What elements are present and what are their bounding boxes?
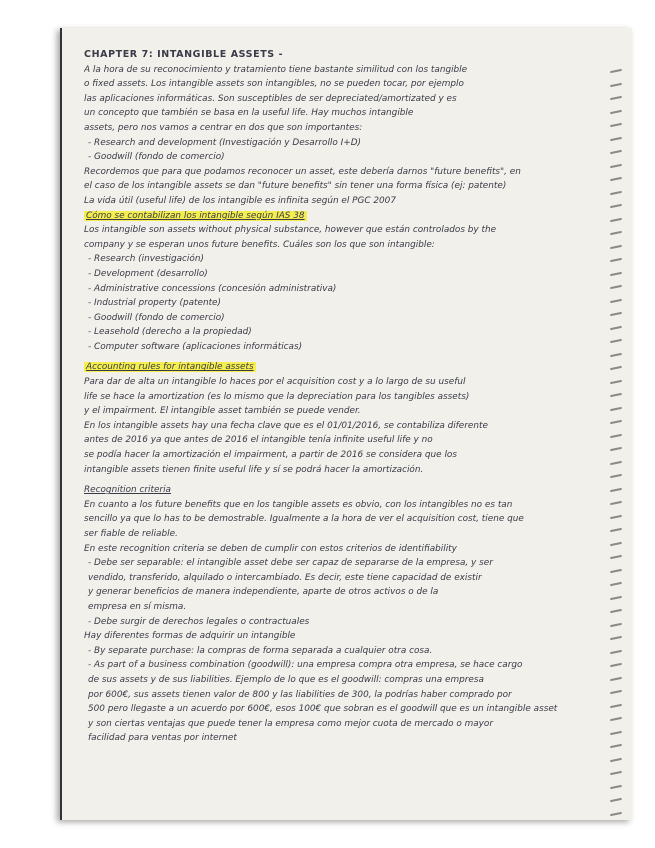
- spiral-ring-icon: [610, 784, 622, 788]
- spiral-ring-icon: [610, 271, 622, 275]
- spiral-ring-icon: [610, 555, 622, 559]
- spiral-ring-icon: [610, 96, 622, 100]
- intro-line: A la hora de su reconocimiento y tratamiento tiene bastante similitud con los tangible: [84, 64, 468, 75]
- spiral-ring-icon: [610, 595, 622, 599]
- recall-line: La vida útil (useful life) de los intangible es infinita según el PGC 2007: [84, 195, 396, 206]
- spiral-ring-icon: [610, 703, 622, 707]
- spiral-ring-icon: [610, 109, 622, 113]
- spiral-ring-icon: [610, 460, 622, 464]
- spiral-ring-icon: [610, 649, 622, 653]
- spiral-ring-icon: [610, 244, 622, 248]
- spiral-ring-icon: [610, 447, 622, 451]
- section2-body-line: intangible assets tienen finite useful life y sí se podrá hacer la amortización.: [84, 464, 424, 475]
- ways-line: 500 pero llegaste a un acuerdo por 600€, esos 100€ que sobran es el goodwill que es un intangible asset: [88, 704, 558, 715]
- spiral-ring-icon: [610, 379, 622, 383]
- intangible-type-item: - Administrative concessions (concesión administrativa): [88, 283, 337, 294]
- spiral-ring-icon: [610, 231, 622, 235]
- spiral-ring-icon: [610, 136, 622, 140]
- ways-line: de sus assets y de sus liabilities. Ejemplo de lo que es el goodwill: compras una empresa: [88, 674, 484, 685]
- spiral-ring-icon: [610, 636, 622, 640]
- spiral-ring-icon: [610, 123, 622, 127]
- section2-body-line: antes de 2016 ya que antes de 2016 el intangible tenía infinite useful life y no: [84, 435, 433, 446]
- spiral-ring-icon: [610, 757, 622, 761]
- spiral-ring-icon: [610, 298, 622, 302]
- recall-line: Recordemos que para que podamos reconocer un asset, este debería darnos "future benefits", en: [84, 166, 521, 177]
- intro-list-item: - Research and development (Investigación y Desarrollo I+D): [88, 137, 362, 148]
- section-heading-ias38: Cómo se contabilizan los intangible según IAS 38: [86, 210, 305, 221]
- spiral-ring-icon: [610, 325, 622, 329]
- spiral-ring-icon: [610, 150, 622, 154]
- spiral-ring-icon: [610, 568, 622, 572]
- intangible-type-item: - Goodwill (fondo de comercio): [88, 312, 225, 323]
- spiral-ring-icon: [610, 514, 622, 518]
- spiral-ring-icon: [610, 744, 622, 748]
- intro-line: o fixed assets. Los intangible assets son intangibles, no se pueden tocar, por ejemplo: [84, 79, 464, 90]
- spiral-ring-icon: [610, 339, 622, 343]
- recall-line: el caso de los intangible assets se dan "future benefits" sin tener una forma física (ej: patente): [84, 181, 507, 192]
- section1-body-line: Los intangible son assets without physical substance, however que están controlados by the: [84, 225, 497, 236]
- spiral-ring-icon: [610, 204, 622, 208]
- spiral-ring-icon: [610, 676, 622, 680]
- ways-line: y son ciertas ventajas que puede tener la empresa como mejor cuota de mercado o mayor: [88, 718, 494, 729]
- intangible-type-item: - Development (desarrollo): [88, 268, 208, 279]
- spiral-ring-icon: [610, 663, 622, 667]
- criteria-line: - Debe ser separable: el intangible asset debe ser capaz de separarse de la empresa, y ser: [88, 558, 493, 569]
- page-content: [84, 48, 604, 746]
- spiral-ring-icon: [610, 393, 622, 397]
- notebook-spiral: [610, 70, 624, 820]
- section2-body-line: se podía hacer la amortización el impairment, a partir de 2016 se considera que los: [84, 450, 457, 461]
- ways-heading: Hay diferentes formas de adquirir un intangible: [84, 631, 296, 642]
- section3-body-line: sencillo ya que lo has to be demostrable. Igualmente a la hora de ver el acquisition cost, tiene que: [84, 514, 524, 525]
- spiral-ring-icon: [610, 609, 622, 613]
- spiral-ring-icon: [610, 487, 622, 491]
- spiral-ring-icon: [610, 190, 622, 194]
- spiral-ring-icon: [610, 285, 622, 289]
- section3-body-line: ser fiable de reliable.: [84, 529, 178, 539]
- ways-line: - By separate purchase: la compras de forma separada a cualquier otra cosa.: [88, 645, 433, 656]
- ways-line: facilidad para ventas por internet: [88, 733, 237, 744]
- spiral-ring-icon: [610, 312, 622, 316]
- spiral-ring-icon: [610, 771, 622, 775]
- spiral-ring-icon: [610, 69, 622, 73]
- intangible-type-item: - Research (investigación): [88, 254, 204, 265]
- spiral-ring-icon: [610, 433, 622, 437]
- section-heading-recognition-criteria: Recognition criteria: [84, 485, 171, 496]
- intangible-type-item: - Leasehold (derecho a la propiedad): [88, 327, 252, 338]
- intangible-type-item: - Industrial property (patente): [88, 298, 221, 309]
- intro-line: las aplicaciones informáticas. Son susceptibles de ser depreciated/amortizated y es: [84, 93, 457, 104]
- intangible-type-item: - Computer software (aplicaciones informáticas): [88, 341, 303, 352]
- intro-list-item: - Goodwill (fondo de comercio): [88, 152, 225, 163]
- section2-body-line: y el impairment. El intangible asset también se puede vender.: [84, 406, 361, 417]
- section2-body-line: En los intangible assets hay una fecha clave que es el 01/01/2016, se contabiliza diferente: [84, 420, 488, 431]
- spiral-ring-icon: [610, 622, 622, 626]
- section3-body-line: En este recognition criteria se deben de cumplir con estos criterios de identifiability: [84, 543, 457, 554]
- criteria-line: y generar beneficios de manera independiente, aparte de otros activos o de la: [88, 587, 439, 598]
- ways-line: por 600€, sus assets tienen valor de 800 y las liabilities de 300, la podrías haber comprado por: [88, 689, 512, 700]
- notebook-page: [60, 28, 632, 820]
- spiral-ring-icon: [610, 352, 622, 356]
- section3-body-line: En cuanto a los future benefits que en los tangible assets es obvio, con los intangibles no es tan: [84, 499, 513, 510]
- spiral-ring-icon: [610, 258, 622, 262]
- spiral-ring-icon: [610, 163, 622, 167]
- section2-body-line: life se hace la amortization (es lo mismo que la depreciation para los tangibles assets): [84, 391, 470, 402]
- spiral-ring-icon: [610, 717, 622, 721]
- page-title: CHAPTER 7: INTANGIBLE ASSETS -: [84, 49, 284, 60]
- section-heading-accounting-rules: Accounting rules for intangible assets: [86, 362, 254, 373]
- spiral-ring-icon: [610, 177, 622, 181]
- intro-line: assets, pero nos vamos a centrar en dos que son importantes:: [84, 122, 363, 133]
- spiral-ring-icon: [610, 366, 622, 370]
- spiral-ring-icon: [610, 730, 622, 734]
- spiral-ring-icon: [610, 501, 622, 505]
- spiral-ring-icon: [610, 474, 622, 478]
- section1-body-line: company y se esperan unos future benefits. Cuáles son los que son intangible:: [84, 239, 435, 250]
- ways-line: - As part of a business combination (goodwill): una empresa compra otra empresa, se hace cargo: [88, 660, 523, 671]
- spiral-ring-icon: [610, 82, 622, 86]
- section2-body-line: Para dar de alta un intangible lo haces por el acquisition cost y a lo largo de su useful: [84, 377, 466, 388]
- criteria-line: empresa en sí misma.: [88, 601, 187, 612]
- spiral-ring-icon: [610, 582, 622, 586]
- spiral-ring-icon: [610, 406, 622, 410]
- spiral-ring-icon: [610, 541, 622, 545]
- spiral-ring-icon: [610, 217, 622, 221]
- criteria-line: - Debe surgir de derechos legales o contractuales: [88, 616, 310, 627]
- spiral-ring-icon: [610, 811, 622, 815]
- spiral-ring-icon: [610, 690, 622, 694]
- spiral-ring-icon: [610, 420, 622, 424]
- spiral-ring-icon: [610, 798, 622, 802]
- criteria-line: vendido, transferido, alquilado o intercambiado. Es decir, este tiene capacidad de existir: [88, 572, 482, 583]
- spiral-ring-icon: [610, 528, 622, 532]
- intro-line: un concepto que también se basa en la useful life. Hay muchos intangible: [84, 108, 414, 119]
